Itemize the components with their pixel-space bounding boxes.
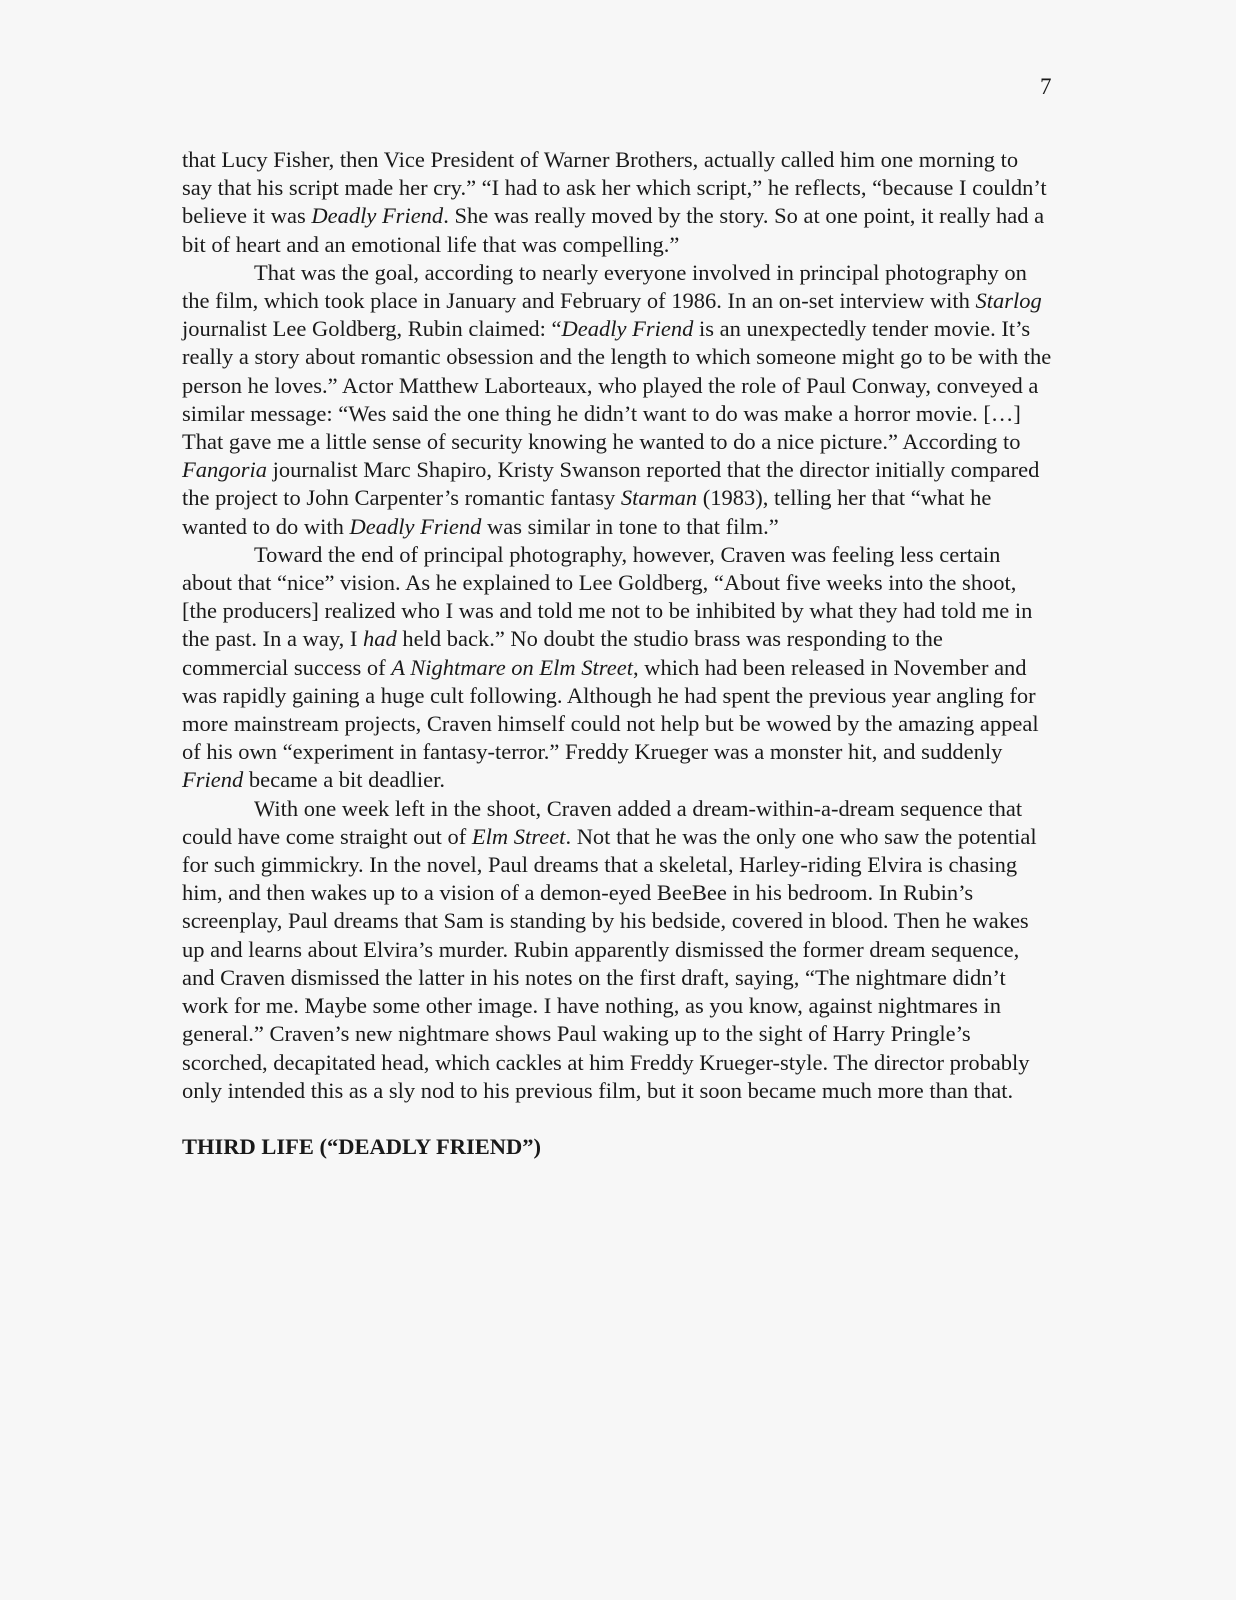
body-text: (1983), telling her that “what he wanted to do with <box>182 485 992 539</box>
page-number: 7 <box>1040 74 1052 99</box>
body-text: journalist Marc Shapiro, Kristy Swanson reported that the director initially compared the project to John Carpenter’s romantic fantasy <box>182 457 1040 511</box>
paragraph-4 <box>182 795 1052 1105</box>
paragraph-1 <box>182 146 1052 259</box>
body-text: Toward the end of principal photography, however, Craven was feeling less certain about that “nice” vision. As he explained to Lee Goldberg, “About five weeks into the shoot, [the producers] realized who I was and told me not to be inhibited by what they had told me in the past. In a way, I <box>182 541 1033 652</box>
body-text: became a bit deadlier. <box>243 767 446 793</box>
body-text: That was the goal, according to nearly everyone involved in principal photography on the film, which took place in January and February of 1986. In an on-set interview with <box>182 259 1027 314</box>
italic-title-text: Deadly Friend <box>561 316 694 342</box>
document-body <box>182 146 1052 1161</box>
body-text: held back.” No doubt the studio brass was responding to the commercial success of <box>182 626 943 680</box>
body-text: is an unexpectedly tender movie. It’s really a story about romantic obsession and the length to which someone might go to be with the person he loves.” Actor Matthew Laborteaux, who played the role of Paul Conway, conveyed a similar message: “Wes said the one thing he didn’t want to do was make a horror movie. […] That gave me a little sense of security knowing he wanted to do a nice picture.” According to <box>182 316 1052 455</box>
italic-title-text: Deadly Friend <box>349 513 482 539</box>
italic-title-text: Starman <box>620 485 698 511</box>
body-text: . She was really moved by the story. So at one point, it really had a bit of heart and an emotional life that was compelling.” <box>182 203 1045 257</box>
body-text: . Not that he was the only one who saw the potential for such gimmickry. In the novel, Paul dreams that a skeletal, Harley-riding Elvira is chasing him, and then wakes up to a vision of a demon-eyed BeeBee in his bedroom. In Rubin’s screenplay, Paul dreams that Sam is standing by his bedside, covered in blood. Then he wakes up and learns about Elvira’s murder. Rubin apparently dismissed the former dream sequence, and Craven dismissed the latter in his notes on the first draft, saying, “The nightmare didn’t work for me. Maybe some other image. I have nothing, as you know, against nightmares in general.” Craven’s new nightmare shows Paul waking up to the sight of Harry Pringle’s scorched, decapitated head, which cackles at him Freddy Krueger-style. The director probably only intended this as a sly nod to his previous film, but it soon became much more than that. <box>182 823 1037 1103</box>
italic-title-text: Friend <box>182 767 244 793</box>
body-text: , which had been released in November and was rapidly gaining a huge cult following. Although he had spent the previous year angling for more mainstream projects, Craven himself could not help but be wowed by the amazing appeal of his own “experiment in fantasy-terror.” Freddy Krueger was a monster hit, and suddenly <box>182 654 1039 765</box>
body-text: With one week left in the shoot, Craven added a dream-within-a-dream sequence that could have come straight out of <box>182 795 1023 849</box>
paragraph-3 <box>182 541 1052 795</box>
body-text: was similar in tone to that film.” <box>481 513 779 539</box>
italic-title-text: Elm Street <box>471 823 566 849</box>
italic-title-text: A Nightmare on Elm Street <box>391 654 633 680</box>
italic-title-text: Starlog <box>975 288 1042 314</box>
italic-title-text: had <box>362 626 397 652</box>
section-heading: THIRD LIFE (“DEADLY FRIEND”) <box>182 1133 542 1159</box>
body-text: that Lucy Fisher, then Vice President of Warner Brothers, actually called him one morning to say that his script made her cry.” “I had to ask her which script,” he reflects, “because I couldn’t believe it was <box>182 147 1047 229</box>
body-text: journalist Lee Goldberg, Rubin claimed: “ <box>182 316 562 342</box>
italic-title-text: Deadly Friend <box>311 203 444 229</box>
italic-title-text: Fangoria <box>182 457 268 483</box>
paragraph-2 <box>182 259 1052 541</box>
